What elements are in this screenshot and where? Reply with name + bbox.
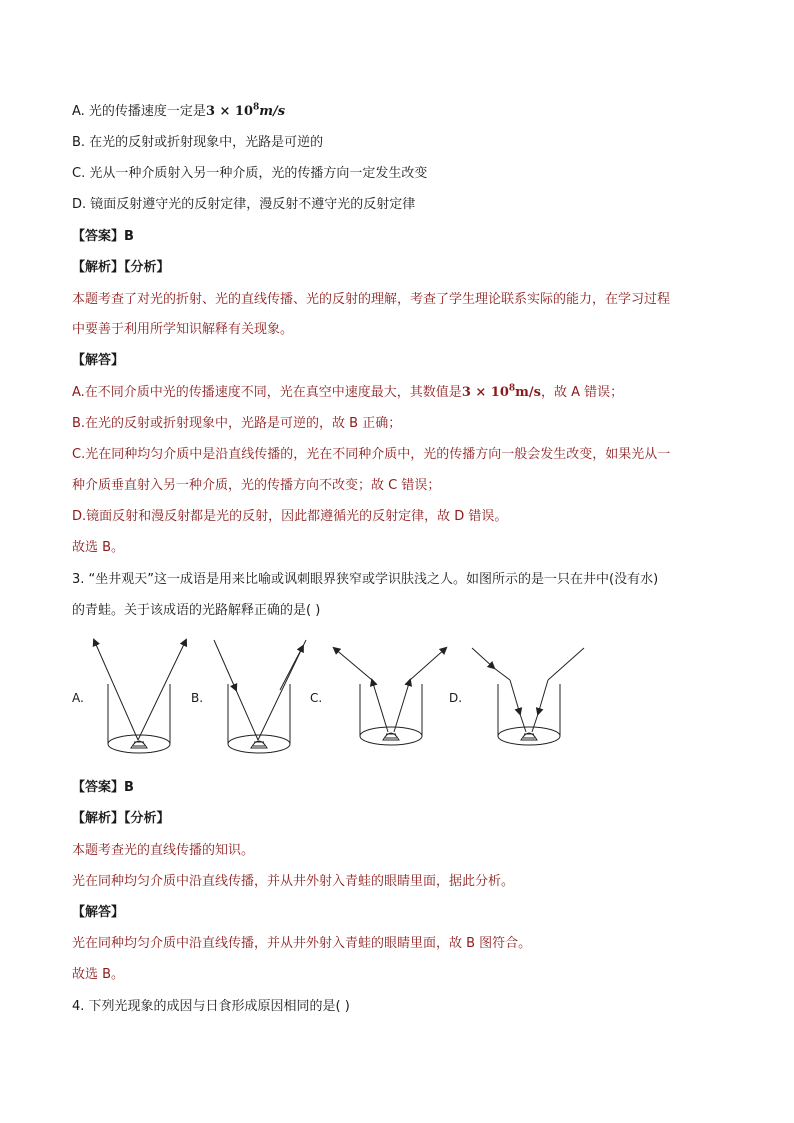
frog-icon	[383, 733, 399, 740]
frog-icon	[251, 741, 267, 748]
q3-analysis-line-1: 本题考查光的直线传播的知识。	[72, 843, 255, 858]
q2-solution-a: A.在不同介质中光的传播速度不同，光在真空中速度最大，其数值是$3 \times 10^8m/s$，故 A 错误；	[72, 383, 624, 400]
option-a-math: $3 \times 10^8m/s$	[205, 102, 286, 119]
q2-conclusion: 故选 B。	[72, 540, 125, 555]
figure-label-c: C.	[310, 691, 323, 705]
option-a: A. 光的传播速度一定是$3 \times 10^8m/s$	[72, 102, 286, 119]
q2-answer: 【答案】B	[72, 229, 134, 244]
q3-solution-line-1: 光在同种均匀介质中沿直线传播，并从井外射入青蛙的眼睛里面，故 B 图符合。	[72, 936, 532, 951]
q2-analysis-line-2: 中要善于利用所学知识解释有关现象。	[72, 322, 294, 337]
frog-icon	[131, 741, 147, 748]
q2-analysis-heading: 【解析】【分析】	[72, 260, 170, 275]
q3-solution-heading: 【解答】	[72, 905, 125, 920]
q3-analysis-heading: 【解析】【分析】	[72, 811, 170, 826]
option-c: C. 光从一种介质射入另一种介质，光的传播方向一定发生改变	[72, 166, 428, 181]
figure-c-well-diagram	[330, 644, 450, 754]
q2-solution-c-line-1: C.光在同种均匀介质中是沿直线传播的，光在不同种介质中，光的传播方向一般会发生改变，如果光从一	[72, 447, 671, 462]
option-b: B. 在光的反射或折射现象中，光路是可逆的	[72, 135, 324, 150]
q2-solution-heading: 【解答】	[72, 353, 125, 368]
q3-stem-line-2: 的青蛙。关于该成语的光路解释正确的是( )	[72, 603, 321, 618]
figure-label-b: B.	[191, 691, 204, 705]
figure-b-well-diagram	[206, 636, 318, 760]
q2-solution-d: D.镜面反射和漫反射都是光的反射，因此都遵循光的反射定律，故 D 错误。	[72, 509, 508, 524]
q2-solution-b: B.在光的反射或折射现象中，光路是可逆的，故 B 正确；	[72, 416, 402, 431]
q2-solution-c-line-2: 种介质垂直射入另一种介质，光的传播方向不改变；故 C 错误；	[72, 478, 441, 493]
q3-conclusion: 故选 B。	[72, 967, 125, 982]
figure-label-a: A.	[72, 691, 84, 705]
q2-solution-a-math: $3 \times 10^8m/s$	[461, 383, 541, 400]
q4-stem: 4. 下列光现象的成因与日食形成原因相同的是( )	[72, 999, 350, 1014]
q3-stem-line-1: 3. “坐井观天”这一成语是用来比喻或讽刺眼界狭窄或学识肤浅之人。如图所示的是一只在井中(没有水)	[72, 572, 659, 587]
figure-label-d: D.	[449, 691, 463, 705]
figure-a-well-diagram	[86, 636, 198, 760]
q2-analysis-line-1: 本题考查了对光的折射、光的直线传播、光的反射的理解，考查了学生理论联系实际的能力，在学习过程	[72, 292, 671, 307]
option-d: D. 镜面反射遵守光的反射定律，漫反射不遵守光的反射定律	[72, 197, 416, 212]
q3-analysis-line-2: 光在同种均匀介质中沿直线传播，并从井外射入青蛙的眼睛里面，据此分析。	[72, 874, 515, 889]
frog-icon	[521, 733, 537, 740]
q3-answer: 【答案】B	[72, 780, 134, 795]
figure-d-well-diagram	[468, 644, 588, 754]
